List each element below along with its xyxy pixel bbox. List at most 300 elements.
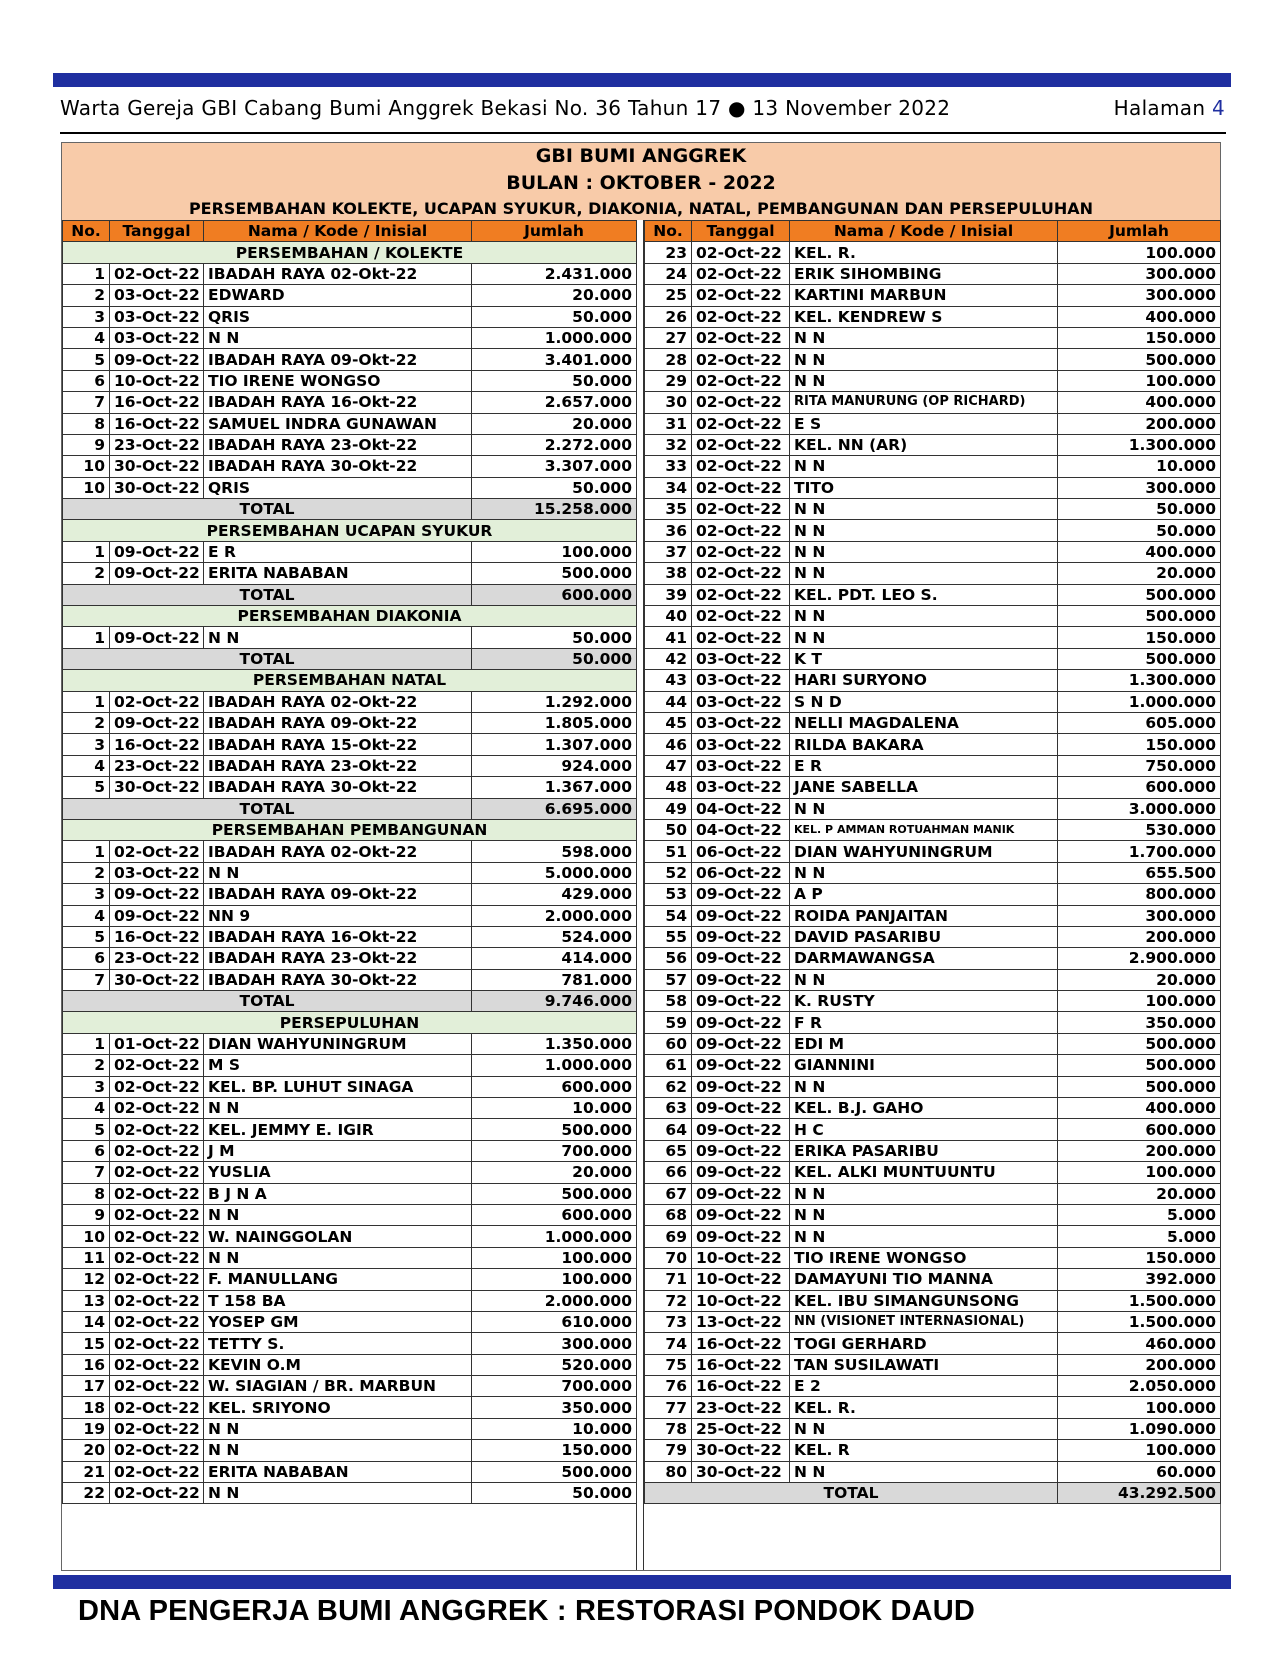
row-name: N N — [790, 627, 1058, 648]
row-name: KEL. JEMMY E. IGIR — [204, 1119, 472, 1140]
row-name: IBADAH RAYA 02-Okt-22 — [204, 691, 472, 712]
row-number: 49 — [645, 798, 692, 819]
row-number: 30 — [645, 392, 692, 413]
row-number: 72 — [645, 1290, 692, 1311]
row-date: 02-Oct-22 — [110, 841, 204, 862]
row-name: NN (VISIONET INTERNASIONAL) — [790, 1311, 1058, 1332]
row-number: 78 — [645, 1418, 692, 1439]
row-date: 02-Oct-22 — [692, 434, 790, 455]
row-number: 43 — [645, 670, 692, 691]
row-number: 37 — [645, 541, 692, 562]
row-amount: 700.000 — [472, 1140, 637, 1161]
left-offering-table — [62, 220, 637, 1504]
table-row — [63, 1333, 637, 1354]
row-date: 09-Oct-22 — [692, 991, 790, 1012]
row-name: IBADAH RAYA 09-Okt-22 — [204, 884, 472, 905]
table-row — [645, 1418, 1221, 1439]
row-name: N N — [790, 1183, 1058, 1204]
section-row — [63, 606, 637, 627]
row-date: 03-Oct-22 — [692, 734, 790, 755]
row-number: 73 — [645, 1311, 692, 1332]
row-date: 04-Oct-22 — [692, 819, 790, 840]
row-amount: 414.000 — [472, 948, 637, 969]
row-date: 03-Oct-22 — [110, 327, 204, 348]
row-date: 02-Oct-22 — [110, 1354, 204, 1375]
table-row — [645, 520, 1221, 541]
row-name: KEL. NN (AR) — [790, 434, 1058, 455]
row-number: 14 — [63, 1311, 110, 1332]
row-date: 16-Oct-22 — [110, 392, 204, 413]
row-name: DIAN WAHYUNINGRUM — [790, 841, 1058, 862]
row-name: N N — [790, 499, 1058, 520]
row-name: M S — [204, 1055, 472, 1076]
row-name: TITO — [790, 477, 1058, 498]
row-number: 11 — [63, 1247, 110, 1268]
row-number: 48 — [645, 777, 692, 798]
row-amount: 600.000 — [472, 1076, 637, 1097]
row-name: N N — [204, 1247, 472, 1268]
row-amount: 200.000 — [1058, 1140, 1221, 1161]
row-date: 09-Oct-22 — [110, 349, 204, 370]
table-row — [63, 306, 637, 327]
total-label: TOTAL — [63, 499, 472, 520]
total-amount: 600.000 — [472, 584, 637, 605]
row-name: EDI M — [790, 1033, 1058, 1054]
table-row — [645, 777, 1221, 798]
row-name: N N — [204, 1440, 472, 1461]
row-number: 67 — [645, 1183, 692, 1204]
row-number: 53 — [645, 884, 692, 905]
row-number: 13 — [63, 1290, 110, 1311]
row-date: 02-Oct-22 — [110, 1247, 204, 1268]
table-row — [645, 1461, 1221, 1482]
total-label: TOTAL — [63, 648, 472, 669]
row-date: 09-Oct-22 — [692, 884, 790, 905]
row-amount: 100.000 — [1058, 370, 1221, 391]
row-date: 04-Oct-22 — [692, 798, 790, 819]
row-amount: 500.000 — [1058, 648, 1221, 669]
row-date: 02-Oct-22 — [110, 1098, 204, 1119]
row-date: 09-Oct-22 — [692, 1098, 790, 1119]
table-row — [63, 327, 637, 348]
row-amount: 1.350.000 — [472, 1033, 637, 1054]
row-amount: 600.000 — [1058, 1119, 1221, 1140]
row-amount: 200.000 — [1058, 413, 1221, 434]
row-date: 23-Oct-22 — [692, 1397, 790, 1418]
row-name: KEL. R — [790, 1440, 1058, 1461]
row-name: DIAN WAHYUNINGRUM — [204, 1033, 472, 1054]
row-amount: 600.000 — [472, 1204, 637, 1225]
row-number: 2 — [63, 712, 110, 733]
table-row — [63, 1033, 637, 1054]
row-name: N N — [204, 327, 472, 348]
table-row — [63, 477, 637, 498]
table-row — [645, 841, 1221, 862]
row-number: 3 — [63, 884, 110, 905]
table-row — [645, 819, 1221, 840]
row-name: IBADAH RAYA 23-Okt-22 — [204, 948, 472, 969]
row-amount: 100.000 — [1058, 1440, 1221, 1461]
row-number: 7 — [63, 392, 110, 413]
row-number: 9 — [63, 434, 110, 455]
table-row — [645, 541, 1221, 562]
row-date: 30-Oct-22 — [692, 1461, 790, 1482]
row-name: N N — [204, 1204, 472, 1225]
row-name: ERITA NABABAN — [204, 1461, 472, 1482]
section-title: PERSEMBAHAN UCAPAN SYUKUR — [63, 520, 637, 541]
row-amount: 605.000 — [1058, 712, 1221, 733]
row-amount: 1.300.000 — [1058, 670, 1221, 691]
section-title: PERSEPULUHAN — [63, 1012, 637, 1033]
row-amount: 3.000.000 — [1058, 798, 1221, 819]
row-date: 16-Oct-22 — [110, 926, 204, 947]
page-header — [60, 96, 1225, 130]
row-name: N N — [790, 969, 1058, 990]
row-number: 29 — [645, 370, 692, 391]
table-row — [63, 734, 637, 755]
row-date: 09-Oct-22 — [692, 926, 790, 947]
row-date: 09-Oct-22 — [692, 1183, 790, 1204]
row-amount: 781.000 — [472, 969, 637, 990]
table-row — [645, 499, 1221, 520]
row-name: E 2 — [790, 1376, 1058, 1397]
row-amount: 500.000 — [472, 1461, 637, 1482]
table-row — [645, 1226, 1221, 1247]
row-name: N N — [790, 520, 1058, 541]
total-amount: 9.746.000 — [472, 991, 637, 1012]
table-row — [63, 712, 637, 733]
row-amount: 400.000 — [1058, 1098, 1221, 1119]
row-number: 2 — [63, 285, 110, 306]
row-amount: 1.000.000 — [472, 1055, 637, 1076]
row-number: 65 — [645, 1140, 692, 1161]
row-number: 8 — [63, 1183, 110, 1204]
row-number: 1 — [63, 541, 110, 562]
row-amount: 500.000 — [1058, 606, 1221, 627]
row-name: YUSLIA — [204, 1162, 472, 1183]
row-date: 02-Oct-22 — [692, 242, 790, 263]
row-amount: 100.000 — [1058, 991, 1221, 1012]
row-amount: 1.000.000 — [1058, 691, 1221, 712]
row-amount: 300.000 — [1058, 905, 1221, 926]
table-row — [63, 691, 637, 712]
row-name: JANE SABELLA — [790, 777, 1058, 798]
row-date: 09-Oct-22 — [692, 1119, 790, 1140]
row-date: 02-Oct-22 — [110, 1418, 204, 1439]
row-number: 35 — [645, 499, 692, 520]
row-date: 09-Oct-22 — [692, 1076, 790, 1097]
total-row — [63, 798, 637, 819]
row-number: 2 — [63, 862, 110, 883]
row-number: 60 — [645, 1033, 692, 1054]
footer-bar — [53, 1575, 1231, 1589]
row-number: 38 — [645, 563, 692, 584]
table-row — [63, 926, 637, 947]
page-indicator — [1114, 96, 1225, 120]
row-amount: 350.000 — [472, 1397, 637, 1418]
row-number: 5 — [63, 349, 110, 370]
table-row — [63, 755, 637, 776]
col-header-name: Nama / Kode / Inisial — [790, 221, 1058, 242]
table-row — [63, 841, 637, 862]
row-amount: 500.000 — [1058, 1055, 1221, 1076]
row-name: N N — [204, 862, 472, 883]
table-row — [645, 1162, 1221, 1183]
table-row — [645, 969, 1221, 990]
table-row — [645, 1247, 1221, 1268]
table-row — [645, 563, 1221, 584]
row-name: DARMAWANGSA — [790, 948, 1058, 969]
row-name: DAVID PASARIBU — [790, 926, 1058, 947]
row-number: 68 — [645, 1204, 692, 1225]
table-row — [645, 1440, 1221, 1461]
table-row — [645, 1076, 1221, 1097]
row-amount: 60.000 — [1058, 1461, 1221, 1482]
row-amount: 500.000 — [1058, 1033, 1221, 1054]
table-row — [645, 1397, 1221, 1418]
section-title: PERSEMBAHAN PEMBANGUNAN — [63, 819, 637, 840]
row-date: 03-Oct-22 — [692, 691, 790, 712]
row-name: E S — [790, 413, 1058, 434]
row-amount: 50.000 — [472, 306, 637, 327]
table-row — [63, 285, 637, 306]
row-number: 58 — [645, 991, 692, 1012]
row-date: 23-Oct-22 — [110, 948, 204, 969]
table-row — [63, 862, 637, 883]
row-number: 71 — [645, 1269, 692, 1290]
table-row — [645, 370, 1221, 391]
row-name: IBADAH RAYA 16-Okt-22 — [204, 392, 472, 413]
row-number: 54 — [645, 905, 692, 926]
table-row — [645, 1354, 1221, 1375]
total-amount: 50.000 — [472, 648, 637, 669]
section-row — [63, 1012, 637, 1033]
row-name: N N — [790, 1418, 1058, 1439]
row-number: 46 — [645, 734, 692, 755]
row-amount: 2.272.000 — [472, 434, 637, 455]
row-number: 64 — [645, 1119, 692, 1140]
row-date: 23-Oct-22 — [110, 434, 204, 455]
section-title: PERSEMBAHAN DIAKONIA — [63, 606, 637, 627]
row-name: KARTINI MARBUN — [790, 285, 1058, 306]
row-number: 51 — [645, 841, 692, 862]
row-amount: 10.000 — [472, 1418, 637, 1439]
row-date: 30-Oct-22 — [110, 777, 204, 798]
row-amount: 100.000 — [1058, 242, 1221, 263]
row-amount: 1.700.000 — [1058, 841, 1221, 862]
row-amount: 1.292.000 — [472, 691, 637, 712]
row-name: KEL. PDT. LEO S. — [790, 584, 1058, 605]
row-name: N N — [790, 862, 1058, 883]
total-row — [63, 648, 637, 669]
row-number: 12 — [63, 1269, 110, 1290]
table-row — [63, 905, 637, 926]
row-date: 09-Oct-22 — [692, 1204, 790, 1225]
row-date: 03-Oct-22 — [692, 755, 790, 776]
table-row — [645, 734, 1221, 755]
row-number: 66 — [645, 1162, 692, 1183]
total-row — [63, 991, 637, 1012]
row-date: 03-Oct-22 — [110, 306, 204, 327]
row-name: KEL. KENDREW S — [790, 306, 1058, 327]
table-row — [645, 1098, 1221, 1119]
row-date: 10-Oct-22 — [692, 1247, 790, 1268]
row-name: N N — [204, 627, 472, 648]
table-row — [645, 456, 1221, 477]
table-row — [63, 392, 637, 413]
row-date: 09-Oct-22 — [692, 1162, 790, 1183]
row-name: E R — [204, 541, 472, 562]
row-amount: 50.000 — [1058, 520, 1221, 541]
row-name: KEL. P AMMAN ROTUAHMAN MANIK — [790, 819, 1058, 840]
row-date: 02-Oct-22 — [110, 1397, 204, 1418]
row-amount: 3.401.000 — [472, 349, 637, 370]
row-name: IBADAH RAYA 09-Okt-22 — [204, 712, 472, 733]
col-header-name: Nama / Kode / Inisial — [204, 221, 472, 242]
row-amount: 100.000 — [1058, 1397, 1221, 1418]
table-row — [645, 1269, 1221, 1290]
row-number: 24 — [645, 263, 692, 284]
row-number: 63 — [645, 1098, 692, 1119]
table-row — [645, 434, 1221, 455]
row-number: 32 — [645, 434, 692, 455]
row-amount: 2.000.000 — [472, 1290, 637, 1311]
row-date: 02-Oct-22 — [110, 1226, 204, 1247]
total-label: TOTAL — [63, 584, 472, 605]
row-number: 45 — [645, 712, 692, 733]
row-number: 1 — [63, 691, 110, 712]
row-amount: 600.000 — [1058, 777, 1221, 798]
row-amount: 200.000 — [1058, 926, 1221, 947]
row-amount: 1.090.000 — [1058, 1418, 1221, 1439]
row-name: QRIS — [204, 477, 472, 498]
row-amount: 300.000 — [472, 1333, 637, 1354]
table-row — [645, 712, 1221, 733]
row-amount: 655.500 — [1058, 862, 1221, 883]
row-number: 1 — [63, 1033, 110, 1054]
table-row — [63, 1418, 637, 1439]
table-row — [63, 969, 637, 990]
total-amount: 43.292.500 — [1058, 1483, 1221, 1504]
row-amount: 400.000 — [1058, 306, 1221, 327]
row-date: 09-Oct-22 — [110, 563, 204, 584]
row-amount: 460.000 — [1058, 1333, 1221, 1354]
row-amount: 20.000 — [1058, 563, 1221, 584]
row-date: 10-Oct-22 — [692, 1269, 790, 1290]
col-header-no: No. — [645, 221, 692, 242]
row-date: 09-Oct-22 — [692, 1055, 790, 1076]
table-row — [63, 627, 637, 648]
row-number: 31 — [645, 413, 692, 434]
row-name: KEL. B.J. GAHO — [790, 1098, 1058, 1119]
row-amount: 700.000 — [472, 1376, 637, 1397]
row-date: 30-Oct-22 — [110, 477, 204, 498]
row-date: 09-Oct-22 — [692, 1140, 790, 1161]
row-number: 20 — [63, 1440, 110, 1461]
row-number: 10 — [63, 477, 110, 498]
row-name: ERITA NABABAN — [204, 563, 472, 584]
row-amount: 20.000 — [1058, 969, 1221, 990]
row-name: K T — [790, 648, 1058, 669]
table-row — [645, 263, 1221, 284]
row-name: ERIKA PASARIBU — [790, 1140, 1058, 1161]
row-number: 47 — [645, 755, 692, 776]
row-number: 8 — [63, 413, 110, 434]
row-number: 57 — [645, 969, 692, 990]
row-date: 02-Oct-22 — [110, 1055, 204, 1076]
row-name: QRIS — [204, 306, 472, 327]
row-number: 6 — [63, 948, 110, 969]
row-number: 52 — [645, 862, 692, 883]
row-date: 02-Oct-22 — [110, 1162, 204, 1183]
table-row — [645, 648, 1221, 669]
row-number: 62 — [645, 1076, 692, 1097]
row-name: RITA MANURUNG (OP RICHARD) — [790, 392, 1058, 413]
row-number: 3 — [63, 1076, 110, 1097]
table-row — [63, 1183, 637, 1204]
row-name: N N — [790, 1204, 1058, 1225]
row-number: 55 — [645, 926, 692, 947]
row-amount: 1.500.000 — [1058, 1290, 1221, 1311]
row-name: N N — [204, 1418, 472, 1439]
row-name: IBADAH RAYA 30-Okt-22 — [204, 969, 472, 990]
row-amount: 150.000 — [1058, 327, 1221, 348]
row-date: 03-Oct-22 — [110, 285, 204, 306]
table-row — [645, 1376, 1221, 1397]
table-row — [645, 926, 1221, 947]
report-title-block — [62, 143, 1220, 220]
row-name: N N — [790, 1226, 1058, 1247]
row-amount: 10.000 — [1058, 456, 1221, 477]
row-amount: 100.000 — [472, 1269, 637, 1290]
row-name: J M — [204, 1140, 472, 1161]
row-amount: 50.000 — [472, 627, 637, 648]
col-header-amount: Jumlah — [1058, 221, 1221, 242]
section-row — [63, 819, 637, 840]
row-amount: 10.000 — [472, 1098, 637, 1119]
row-name: IBADAH RAYA 23-Okt-22 — [204, 434, 472, 455]
table-row — [63, 948, 637, 969]
table-row — [63, 1397, 637, 1418]
row-amount: 50.000 — [472, 370, 637, 391]
col-header-no: No. — [63, 221, 110, 242]
row-amount: 400.000 — [1058, 541, 1221, 562]
row-amount: 1.300.000 — [1058, 434, 1221, 455]
row-name: N N — [790, 1076, 1058, 1097]
row-date: 02-Oct-22 — [692, 456, 790, 477]
table-row — [645, 905, 1221, 926]
row-name: B J N A — [204, 1183, 472, 1204]
total-label: TOTAL — [63, 991, 472, 1012]
table-row — [645, 755, 1221, 776]
row-amount: 2.050.000 — [1058, 1376, 1221, 1397]
row-date: 02-Oct-22 — [692, 584, 790, 605]
row-amount: 150.000 — [1058, 627, 1221, 648]
row-date: 09-Oct-22 — [110, 884, 204, 905]
row-date: 02-Oct-22 — [110, 1183, 204, 1204]
table-row — [645, 392, 1221, 413]
table-row — [645, 991, 1221, 1012]
row-number: 79 — [645, 1440, 692, 1461]
row-date: 09-Oct-22 — [110, 627, 204, 648]
row-number: 5 — [63, 1119, 110, 1140]
row-amount: 100.000 — [472, 1247, 637, 1268]
table-row — [645, 1290, 1221, 1311]
row-number: 16 — [63, 1354, 110, 1375]
row-name: S N D — [790, 691, 1058, 712]
table-row — [63, 1226, 637, 1247]
table-row — [63, 1290, 637, 1311]
